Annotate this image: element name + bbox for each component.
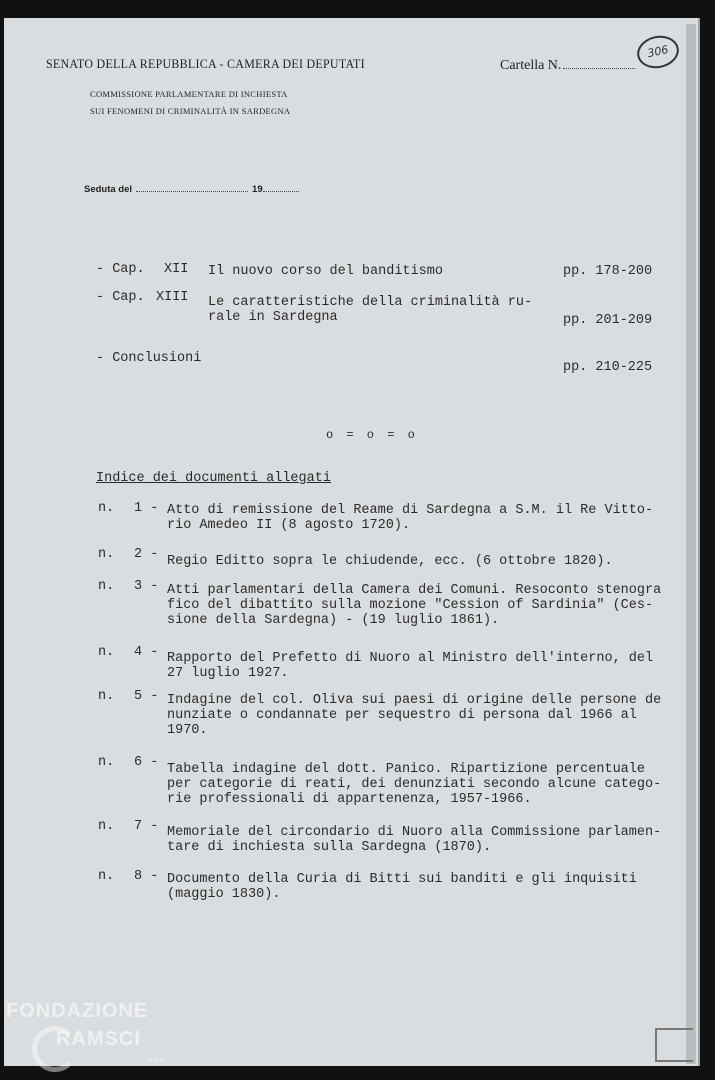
seduta-year: 19 (252, 184, 263, 195)
doc-n-8: n. (98, 869, 115, 884)
commission-line-1: COMMISSIONE PARLAMENTARE DI INCHIESTA (90, 89, 288, 99)
page-number-stamp: 306 (634, 32, 682, 72)
doc-num-2: 2 - (134, 547, 159, 562)
doc-num-8: 8 - (134, 869, 159, 884)
doc-text-3: Atti parlamentari della Camera dei Comuni. Resoconto stenogra fico del dibattito sulla mozione "Cession of Sardinia" (Ces- sione della Sardegna) - (19 luglio 1861). (167, 583, 662, 628)
separator: o = o = o (326, 428, 418, 442)
doc-n-1: n. (98, 501, 115, 516)
doc-text-8: Documento della Curia di Bitti sui banditi e gli inquisiti (maggio 1830). (167, 872, 637, 902)
toc-title-1: Il nuovo corso del banditismo (208, 264, 443, 279)
doc-text-5: Indagine del col. Oliva sui paesi di origine delle persone de nunziate o condannate per sequestro di persona dal 1966 al 1970. (167, 693, 662, 738)
doc-text-7: Memoriale del circondario di Nuoro alla Commissione parlamen- tare di inchiesta sulla Sardegna (1870). (167, 825, 662, 855)
doc-n-7: n. (98, 819, 115, 834)
watermark-line-2: RAMSCI (56, 1028, 141, 1050)
toc-num-1: XII (164, 262, 189, 277)
doc-text-4: Rapporto del Prefetto di Nuoro al Ministro dell'interno, del 27 luglio 1927. (167, 651, 654, 681)
doc-n-5: n. (98, 689, 115, 704)
doc-num-1: 1 - (134, 501, 159, 516)
toc-pages-3: pp. 210-225 (563, 360, 653, 375)
toc-num-2: XIII (156, 290, 189, 305)
toc-prefix-2: - Cap. (96, 290, 145, 305)
doc-num-4: 4 - (134, 645, 159, 660)
doc-num-5: 5 - (134, 689, 159, 704)
institution-header: SENATO DELLA REPUBBLICA - CAMERA DEI DEPUTATI (46, 56, 365, 71)
doc-text-1: Atto di remissione del Reame di Sardegna a S.M. il Re Vitto- rio Amedeo II (8 agosto 1720). (167, 503, 654, 533)
seduta-label: Seduta del (84, 184, 133, 195)
watermark-line-1: FONDAZIONE (6, 1000, 149, 1022)
page-corner-mark (655, 1028, 693, 1062)
seduta-field (84, 184, 299, 195)
toc-pages-2: pp. 201-209 (563, 313, 653, 328)
toc-prefix-3: - Conclusioni (96, 351, 202, 366)
fondazione-gramsci-watermark (6, 1000, 166, 1064)
toc-title-2: Le caratteristiche della criminalità ru- rale in Sardegna (208, 295, 533, 325)
page-edge (686, 24, 696, 1064)
cartella-label: Cartella N. (500, 58, 562, 73)
doc-num-7: 7 - (134, 819, 159, 834)
documents-title: Indice dei documenti allegati (96, 471, 331, 486)
cartella-field (500, 58, 635, 74)
doc-n-4: n. (98, 645, 115, 660)
doc-text-2: Regio Editto sopra le chiudende, ecc. (6 ottobre 1820). (167, 554, 613, 569)
doc-n-6: n. (98, 755, 115, 770)
document-page (4, 18, 700, 1066)
toc-prefix-1: - Cap. (96, 262, 145, 277)
doc-n-3: n. (98, 579, 115, 594)
doc-text-6: Tabella indagine del dott. Panico. Ripartizione percentuale per categorie di reati, dei denunziati secondo alcune catego- rie professionali di appartenenza, 1957-1966. (167, 762, 662, 807)
doc-n-2: n. (98, 547, 115, 562)
watermark-line-3: onlus (146, 1055, 166, 1064)
toc-pages-1: pp. 178-200 (563, 264, 653, 279)
doc-num-3: 3 - (134, 579, 159, 594)
commission-line-2: SUI FENOMENI DI CRIMINALITÀ IN SARDEGNA (90, 106, 291, 116)
doc-num-6: 6 - (134, 755, 159, 770)
